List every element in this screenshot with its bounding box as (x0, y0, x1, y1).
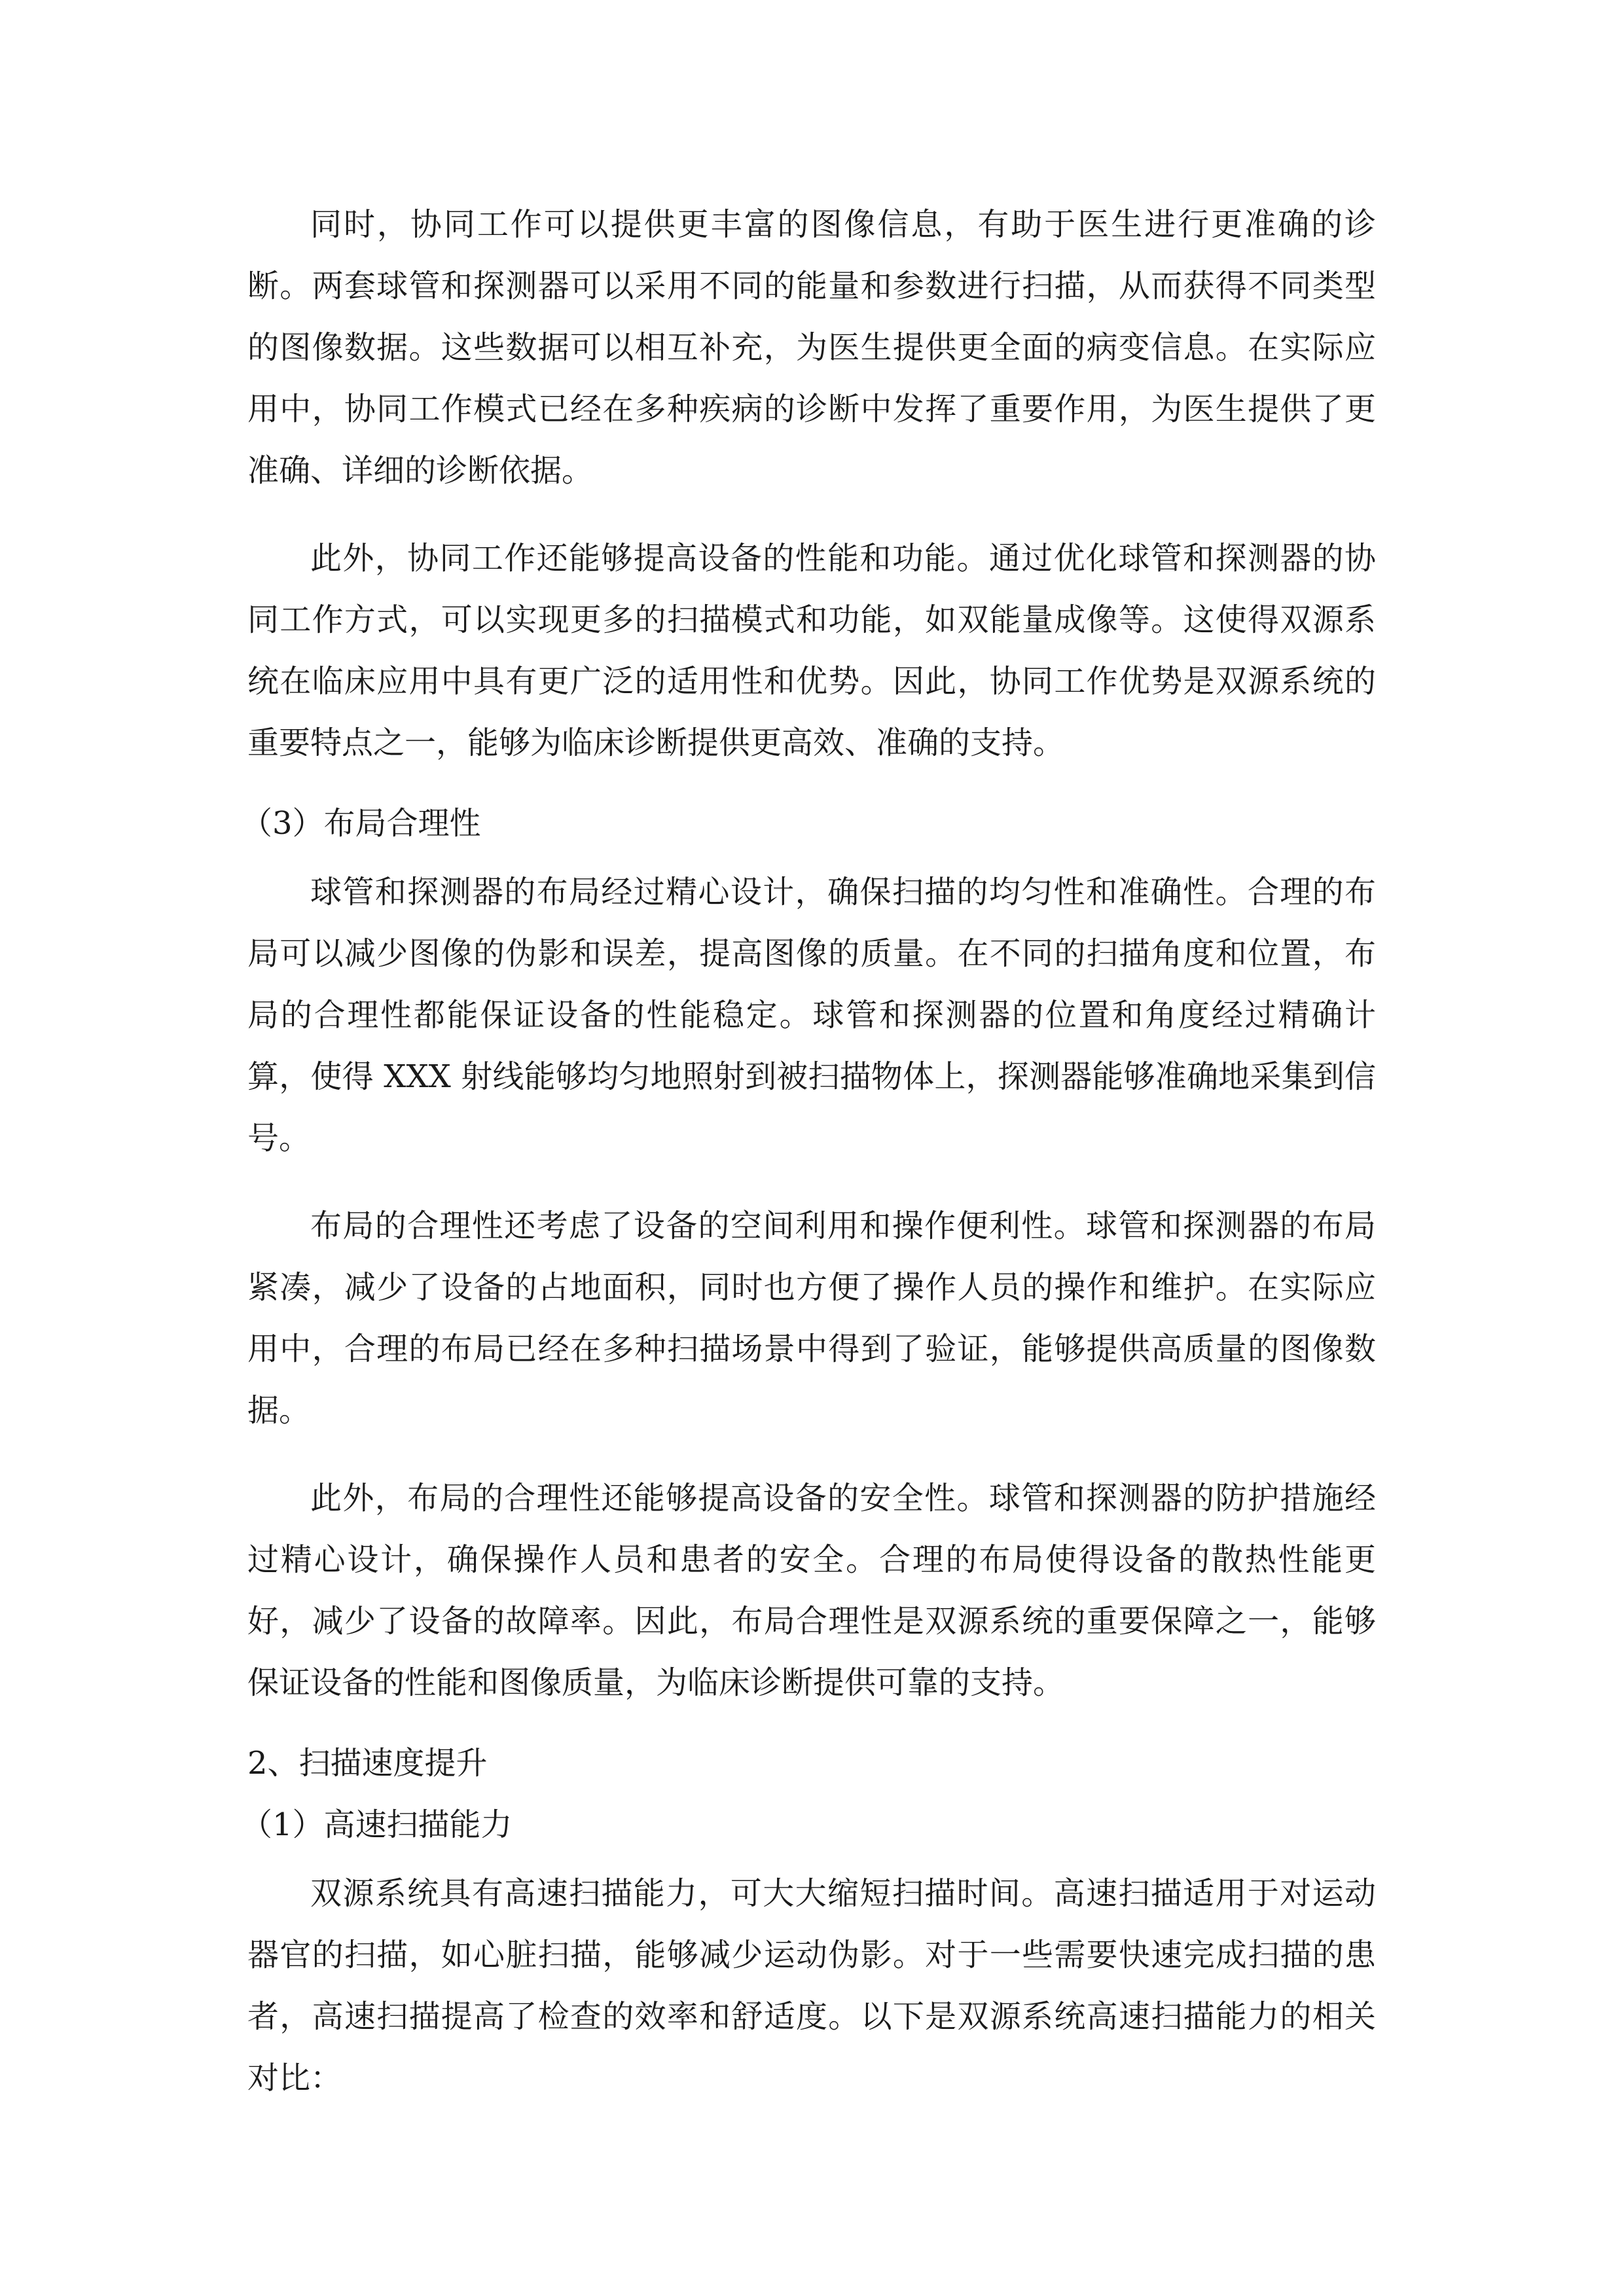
paragraph-collaboration-imaging: 同时，协同工作可以提供更丰富的图像信息，有助于医生进行更准确的诊断。两套球管和探测器可以采用不同的能量和参数进行扫描，从而获得不同类型的图像数据。这些数据可以相互补充，为医生提供更全面的病变信息。在实际应用中，协同工作模式已经在多种疾病的诊断中发挥了重要作用，为医生提供了更准确、详细的诊断依据。 (247, 206, 1376, 489)
paragraph-layout-space: 布局的合理性还考虑了设备的空间利用和操作便利性。球管和探测器的布局紧凑，减少了设备的占地面积，同时也方便了操作人员的操作和维护。在实际应用中，合理的布局已经在多种扫描场景中得到了验证，能够提供高质量的图像数据。 (247, 1208, 1376, 1429)
paragraph-layout-design: 球管和探测器的布局经过精心设计，确保扫描的均匀性和准确性。合理的布局可以减少图像的伪影和误差，提高图像的质量。在不同的扫描角度和位置，布局的合理性都能保证设备的性能稳定。球管和探测器的位置和角度经过精确计算，使得 XXX 射线能够均匀地照射到被扫描物体上，探测器能够准确地采集到信号。 (247, 874, 1376, 1157)
paragraph-collaboration-performance: 此外，协同工作还能够提高设备的性能和功能。通过优化球管和探测器的协同工作方式，可以实现更多的扫描模式和功能，如双能量成像等。这使得双源系统在临床应用中具有更广泛的适用性和优势。因此，协同工作优势是双源系统的重要特点之一，能够为临床诊断提供更高效、准确的支持。 (247, 540, 1376, 761)
section-heading-scan-speed: 2、扫描速度提升 (247, 1745, 488, 1782)
document-body (241, 194, 1376, 2135)
section-heading-high-speed-scan: （1）高速扫描能力 (241, 1806, 513, 1843)
section-heading-layout-rationality: （3）布局合理性 (241, 805, 481, 842)
paragraph-layout-safety: 此外，布局的合理性还能够提高设备的安全性。球管和探测器的防护措施经过精心设计，确保操作人员和患者的安全。合理的布局使得设备的散热性能更好，减少了设备的故障率。因此，布局合理性是双源系统的重要保障之一，能够保证设备的性能和图像质量，为临床诊断提供可靠的支持。 (247, 1480, 1376, 1701)
paragraph-high-speed-scan: 双源系统具有高速扫描能力，可大大缩短扫描时间。高速扫描适用于对运动器官的扫描，如心脏扫描，能够减少运动伪影。对于一些需要快速完成扫描的患者，高速扫描提高了检查的效率和舒适度。以下是双源系统高速扫描能力的相关对比： (247, 1875, 1376, 2096)
